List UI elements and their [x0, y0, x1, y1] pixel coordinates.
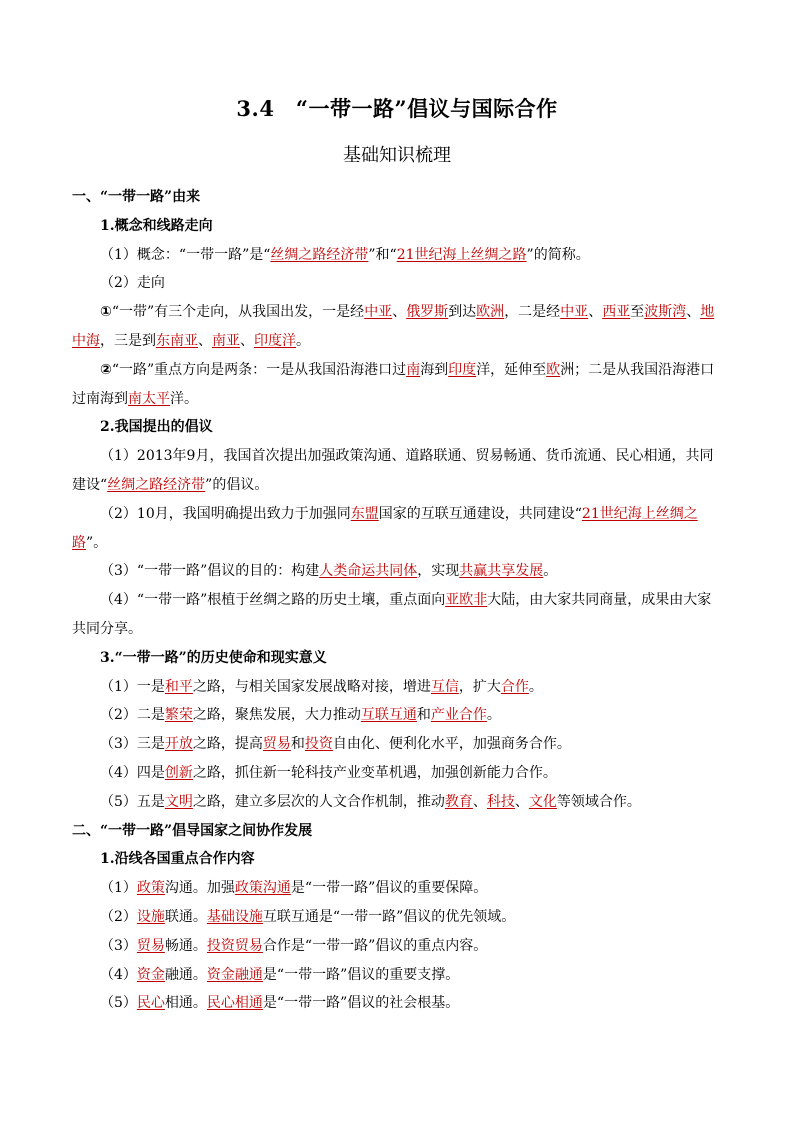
- paragraph: [72, 701, 724, 730]
- keyword-answer: 印度洋: [254, 332, 296, 349]
- text-run: 、: [588, 304, 603, 321]
- section-heading: [72, 183, 724, 212]
- paragraph: [72, 241, 724, 270]
- keyword-answer: 南亚: [212, 332, 240, 349]
- text-run: 畅通。: [164, 937, 207, 954]
- text-run: 、: [198, 332, 212, 349]
- paragraph: [72, 788, 724, 817]
- keyword-answer: 丝绸之路经济带: [270, 246, 369, 263]
- paragraph: [72, 730, 724, 759]
- text-run: 3.“一带一路”的历史使命和现实意义: [100, 649, 327, 666]
- keyword-answer: 东南亚: [156, 332, 198, 349]
- keyword-answer: 21世纪海上丝绸之路: [72, 505, 698, 551]
- paragraph: [72, 298, 724, 356]
- text-run: 和: [416, 707, 431, 724]
- keyword-answer: 波斯湾: [644, 304, 687, 321]
- text-run: 。: [296, 332, 310, 349]
- text-run: 一、“一带一路”由来: [72, 189, 201, 205]
- paragraph: [72, 356, 724, 414]
- keyword-answer: 西亚: [602, 304, 631, 321]
- text-run: 和: [290, 736, 305, 753]
- text-run: （1）2013年9月，我国首次提出加强政策沟通、道路联通、贸易畅通、货币流通、民心相通，共同建设“: [72, 448, 714, 493]
- text-run: 1.概念和线路走向: [100, 217, 213, 234]
- text-run: “一带”有三个走向，从我国出发，一是经: [111, 304, 365, 321]
- page-title: 3.4 “一带一路”倡议与国际合作: [236, 96, 558, 121]
- text-run: （2）: [100, 908, 137, 925]
- keyword-answer: 繁荣: [164, 707, 193, 724]
- text-run: 到达: [448, 304, 477, 321]
- keyword-answer: 南: [406, 361, 421, 378]
- paragraph: [72, 586, 724, 644]
- keyword-answer: 开放: [164, 736, 193, 753]
- text-run: 至: [630, 304, 645, 321]
- text-run: 、: [472, 793, 487, 810]
- text-run: 是“一带一路”倡议的重要支撑。: [262, 966, 460, 983]
- paragraph: [72, 500, 724, 558]
- keyword-answer: 印度: [448, 361, 477, 378]
- subsection-heading: [72, 644, 724, 673]
- paragraph: [72, 989, 724, 1018]
- keyword-answer: 资金融通: [206, 966, 263, 983]
- paragraph: [72, 673, 724, 702]
- text-run: （1）: [100, 880, 137, 897]
- text-run: （2）二是: [100, 707, 165, 724]
- text-run: 、: [686, 304, 701, 321]
- keyword-answer: 地中海: [72, 304, 715, 349]
- keyword-answer: 民心相通: [206, 995, 263, 1012]
- paragraph: [72, 874, 724, 903]
- keyword-answer: 教育: [444, 793, 473, 810]
- keyword-answer: 文明: [164, 793, 193, 810]
- text-run: （3）三是: [100, 736, 165, 753]
- keyword-answer: 民心: [136, 995, 165, 1012]
- text-run: 。: [528, 678, 543, 695]
- text-run: ，三是到: [100, 332, 156, 349]
- keyword-answer: 产业合作: [430, 707, 487, 724]
- text-run: 、: [392, 304, 407, 321]
- text-run: ”和“: [368, 246, 397, 263]
- paragraph: [72, 961, 724, 990]
- keyword-answer: 投资: [304, 736, 333, 753]
- keyword-answer: 亚欧非: [445, 592, 488, 609]
- text-run: 洋。: [170, 390, 198, 407]
- text-run: （5）五是: [100, 793, 165, 810]
- keyword-answer: 设施: [136, 908, 165, 925]
- text-run: 大陆，由大家共同商量，成果由大家共同分享。: [72, 592, 712, 637]
- keyword-answer: 基础设施: [206, 908, 263, 925]
- text-run: “一路”重点方向是两条：一是从我国沿海港口过: [111, 361, 407, 378]
- text-run: 是“一带一路”倡议的重要保障。: [290, 880, 488, 897]
- keyword-answer: 资金: [136, 966, 165, 983]
- keyword-answer: 中亚: [560, 304, 589, 321]
- keyword-answer: 俄罗斯: [406, 304, 449, 321]
- keyword-answer: 人类命运共同体: [319, 563, 418, 580]
- text-run: 国家的互联互通建设，共同建设“: [378, 505, 582, 522]
- text-run: （5）: [100, 995, 137, 1012]
- text-run: 互联互通是“一带一路”倡议的优先领域。: [262, 908, 516, 925]
- keyword-answer: 互联互通: [360, 707, 417, 724]
- circled-number: ②: [100, 361, 112, 378]
- keyword-answer: 欧: [546, 361, 561, 378]
- text-run: 。: [486, 707, 501, 724]
- text-run: 沟通。加强: [164, 880, 235, 897]
- keyword-answer: 科技: [486, 793, 515, 810]
- keyword-answer: 和平: [164, 678, 193, 695]
- keyword-answer: 政策: [136, 880, 165, 897]
- text-run: 洲；二是从我国沿海港口过南海到: [72, 361, 715, 407]
- text-run: 。: [543, 563, 558, 580]
- keyword-answer: 投资贸易: [206, 937, 263, 954]
- text-run: （3）“一带一路”倡议的目的：构建: [100, 563, 320, 580]
- keyword-answer: 东盟: [350, 505, 379, 522]
- paragraph: [72, 269, 724, 298]
- text-run: ”。: [86, 534, 108, 551]
- text-run: 之路，提高: [192, 736, 263, 753]
- text-run: 相通。: [164, 995, 207, 1012]
- paragraph: [72, 557, 724, 586]
- text-run: ”的简称。: [526, 246, 590, 263]
- text-run: 之路，抓住新一轮科技产业变革机遇，加强创新能力合作。: [192, 764, 557, 781]
- text-run: 之路，聚焦发展，大力推动: [192, 707, 361, 724]
- text-run: （3）: [100, 937, 137, 954]
- text-run: 是“一带一路”倡议的社会根基。: [262, 995, 460, 1012]
- keyword-answer: 丝绸之路经济带: [107, 476, 206, 493]
- text-run: 融通。: [164, 966, 207, 983]
- subsection-heading: [72, 413, 724, 442]
- text-run: （4）“一带一路”根植于丝绸之路的历史土壤，重点面向: [100, 592, 446, 609]
- text-run: ，二是经: [504, 304, 561, 321]
- keyword-answer: 合作: [500, 678, 529, 695]
- text-run: 自由化、便利化水平，加强商务合作。: [332, 736, 571, 753]
- text-run: （4）: [100, 966, 137, 983]
- text-run: （1）概念：“一带一路”是“: [100, 246, 271, 263]
- keyword-answer: 南太平: [128, 390, 170, 407]
- section-heading: [72, 817, 724, 846]
- keyword-answer: 共赢共享发展: [459, 563, 544, 580]
- paragraph: [72, 759, 724, 788]
- keyword-answer: 贸易: [136, 937, 165, 954]
- subsection-heading: [72, 845, 724, 874]
- keyword-answer: 欧洲: [476, 304, 505, 321]
- page-subtitle: 基础知识梳理: [343, 145, 451, 166]
- text-run: 二、“一带一路”倡导国家之间协作发展: [72, 822, 313, 839]
- text-run: 等领域合作。: [556, 793, 641, 810]
- text-run: （4）四是: [100, 764, 165, 781]
- text-run: 之路，建立多层次的人文合作机制，推动: [192, 793, 445, 810]
- text-run: 1.沿线各国重点合作内容: [100, 851, 255, 868]
- text-run: 之路，与相关国家发展战略对接，增进: [192, 678, 431, 695]
- subsection-heading: [72, 212, 724, 241]
- text-run: 合作是“一带一路”倡议的重点内容。: [262, 937, 488, 954]
- text-run: （1）一是: [100, 678, 165, 695]
- text-run: （2）走向: [100, 275, 165, 292]
- keyword-answer: 21世纪海上丝绸之路: [396, 246, 527, 263]
- document-body: [72, 183, 724, 1018]
- paragraph: [72, 932, 724, 961]
- keyword-answer: 政策沟通: [234, 880, 291, 897]
- text-run: 海到: [420, 361, 449, 378]
- text-run: 、: [514, 793, 529, 810]
- keyword-answer: 创新: [164, 764, 193, 781]
- keyword-answer: 贸易: [262, 736, 291, 753]
- keyword-answer: 互信: [430, 678, 459, 695]
- text-run: 洋，延伸至: [476, 361, 547, 378]
- text-run: （2）10月，我国明确提出致力于加强同: [100, 505, 351, 522]
- text-run: 、: [240, 332, 254, 349]
- text-run: ，扩大: [458, 678, 501, 695]
- text-run: 联通。: [164, 908, 207, 925]
- text-run: ，实现: [417, 563, 460, 580]
- text-run: ”的倡议。: [205, 476, 269, 493]
- text-run: 2.我国提出的倡议: [100, 419, 213, 436]
- circled-number: ①: [100, 304, 112, 321]
- paragraph: [72, 442, 724, 500]
- keyword-answer: 文化: [528, 793, 557, 810]
- paragraph: [72, 903, 724, 932]
- keyword-answer: 中亚: [364, 304, 393, 321]
